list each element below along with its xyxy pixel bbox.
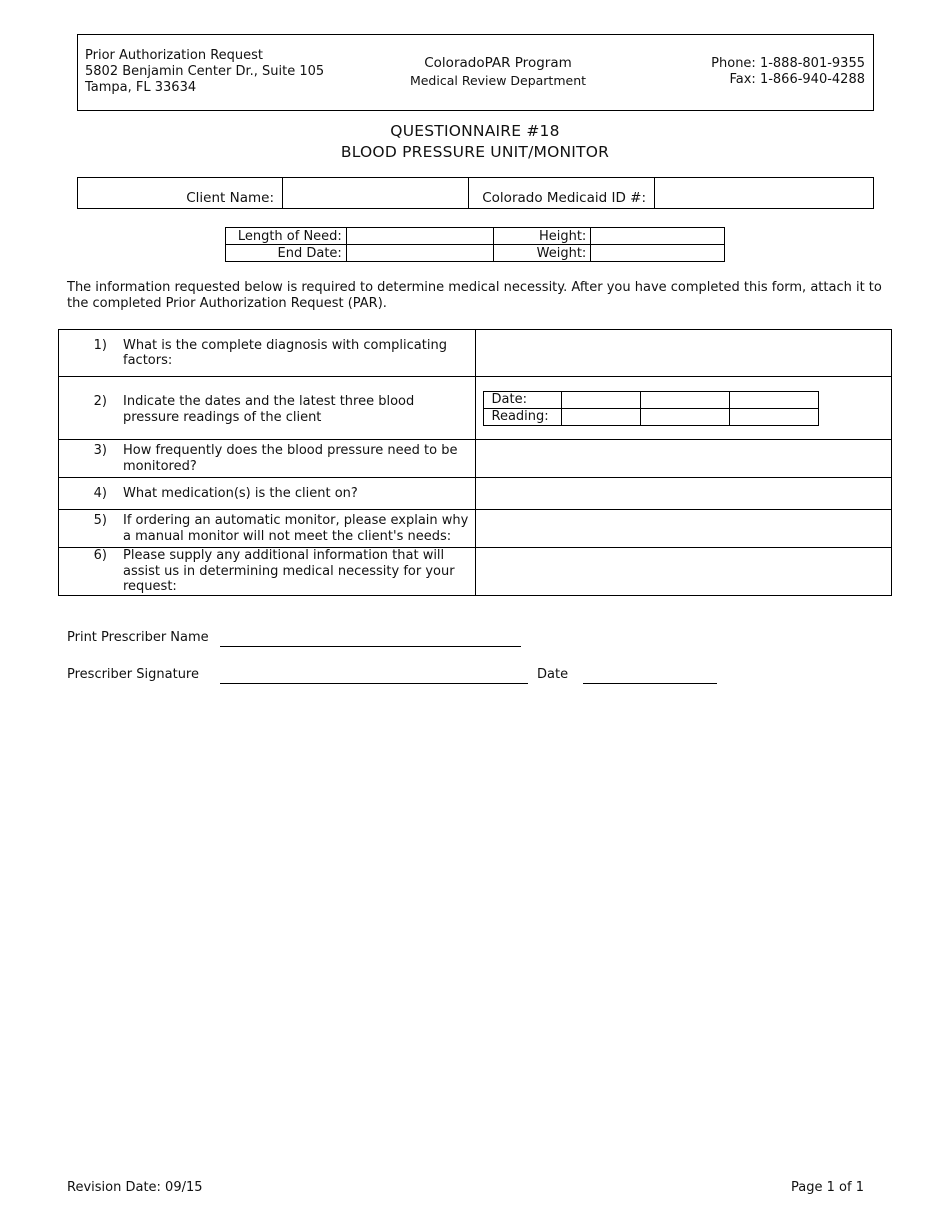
reading-date-field[interactable] xyxy=(561,391,640,408)
prescriber-name-line[interactable] xyxy=(220,646,521,647)
need-table xyxy=(225,227,725,262)
question-number: 4) xyxy=(93,485,107,501)
header-box xyxy=(77,34,874,111)
address-line-2: 5802 Benjamin Center Dr., Suite 105 xyxy=(85,64,325,79)
client-name-field[interactable] xyxy=(283,178,469,208)
question-text: What is the complete diagnosis with complicating factors: xyxy=(123,337,447,368)
department-name: Medical Review Department xyxy=(409,73,587,88)
reading-date-field[interactable] xyxy=(729,391,818,408)
answer-field[interactable] xyxy=(475,548,891,596)
end-date-label: End Date: xyxy=(226,245,347,262)
question-text: How frequently does the blood pressure need to be monitored? xyxy=(123,443,458,474)
reading-date-field[interactable] xyxy=(640,391,729,408)
signature-date-label: Date xyxy=(537,667,569,682)
question-number: 1) xyxy=(93,337,107,353)
page-number: Page 1 of 1 xyxy=(791,1180,864,1195)
question-text: If ordering an automatic monitor, please explain why a manual monitor will not meet the client's needs: xyxy=(123,513,469,544)
weight-field[interactable] xyxy=(591,245,725,262)
question-row xyxy=(59,510,892,548)
readings-cell xyxy=(475,377,891,440)
question-text: Please supply any additional information that will assist us in determining medical necessity for your request: xyxy=(123,548,455,594)
readings-table xyxy=(483,391,819,426)
program-name: ColoradoPAR Program xyxy=(424,55,572,71)
end-date-field[interactable] xyxy=(346,245,494,262)
address-line-1: Prior Authorization Request xyxy=(85,48,264,63)
reading-value-label: Reading: xyxy=(483,408,561,425)
questions-table xyxy=(58,329,892,596)
question-number: 6) xyxy=(93,548,107,563)
client-info-table xyxy=(77,177,874,209)
question-text: Indicate the dates and the latest three blood pressure readings of the client xyxy=(123,394,415,425)
weight-label: Weight: xyxy=(494,245,591,262)
height-label: Height: xyxy=(494,228,591,245)
length-of-need-field[interactable] xyxy=(346,228,494,245)
page-title xyxy=(0,121,950,163)
question-number: 5) xyxy=(93,513,107,528)
program-info xyxy=(378,55,618,89)
question-row xyxy=(59,377,892,440)
contact-info xyxy=(711,56,865,88)
address-line-3: Tampa, FL 33634 xyxy=(85,80,197,95)
title-line-1: QUESTIONNAIRE #18 xyxy=(390,122,560,140)
client-name-label: Client Name: xyxy=(78,178,283,208)
title-line-2: BLOOD PRESSURE UNIT/MONITOR xyxy=(340,143,610,161)
organization-address xyxy=(85,48,324,96)
answer-field[interactable] xyxy=(475,510,891,548)
question-text: What medication(s) is the client on? xyxy=(123,485,358,501)
question-number: 3) xyxy=(93,443,107,458)
question-row xyxy=(59,548,892,596)
fax-number: Fax: 1-866-940-4288 xyxy=(729,72,865,87)
question-row xyxy=(59,330,892,377)
reading-date-label: Date: xyxy=(483,391,561,408)
intro-text: The information requested below is required to determine medical necessity. After you have completed this form, attach it to the completed Prior Authorization Request (PAR). xyxy=(67,280,882,311)
revision-date: Revision Date: 09/15 xyxy=(67,1180,203,1195)
question-row xyxy=(59,440,892,478)
question-number: 2) xyxy=(93,394,107,409)
height-field[interactable] xyxy=(591,228,725,245)
phone-number: Phone: 1-888-801-9355 xyxy=(711,56,865,71)
medicaid-id-field[interactable] xyxy=(655,178,873,208)
length-of-need-label: Length of Need: xyxy=(226,228,347,245)
prescriber-name-label: Print Prescriber Name xyxy=(67,630,209,645)
prescriber-signature-line[interactable] xyxy=(220,683,528,684)
reading-value-field[interactable] xyxy=(729,408,818,425)
reading-value-field[interactable] xyxy=(561,408,640,425)
answer-field[interactable] xyxy=(475,330,891,377)
answer-field[interactable] xyxy=(475,478,891,510)
question-row xyxy=(59,478,892,510)
medicaid-id-label: Colorado Medicaid ID #: xyxy=(469,178,655,208)
reading-value-field[interactable] xyxy=(640,408,729,425)
signature-date-line[interactable] xyxy=(583,683,717,684)
prescriber-signature-label: Prescriber Signature xyxy=(67,667,199,682)
answer-field[interactable] xyxy=(475,440,891,478)
